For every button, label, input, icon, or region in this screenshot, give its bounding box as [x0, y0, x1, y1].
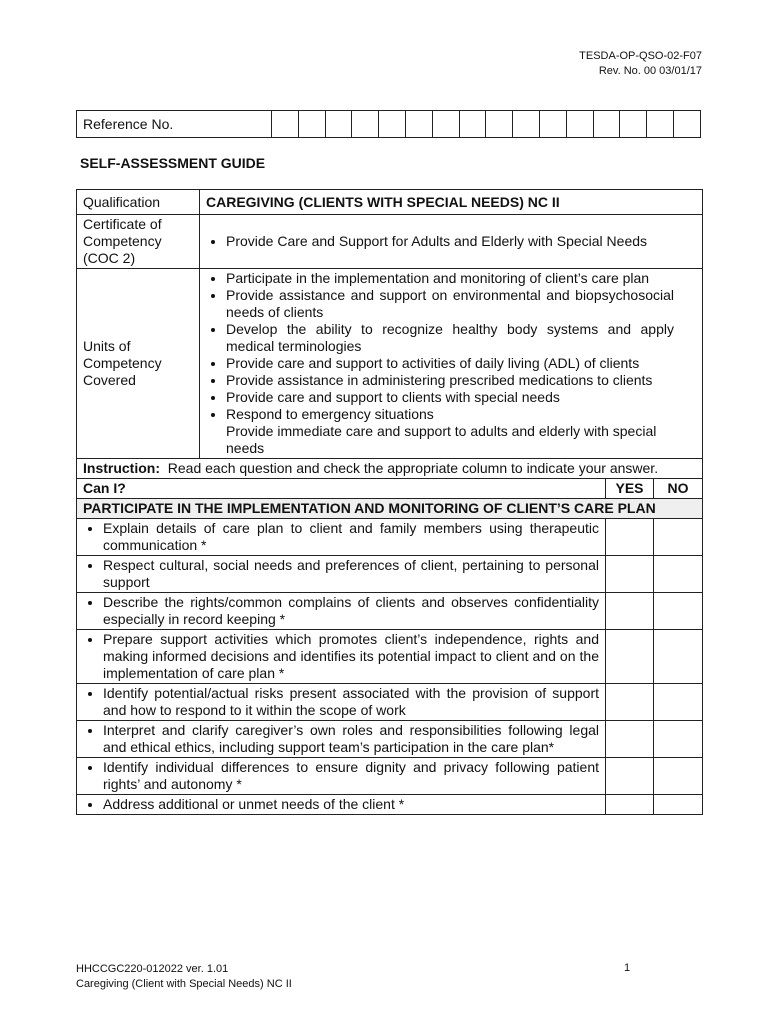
unit-item: • Respond to emergency situations [226, 406, 674, 423]
document-header [579, 49, 702, 79]
reference-box[interactable] [405, 111, 432, 138]
reference-label: Reference No. [77, 111, 272, 138]
question-text: • Explain details of care plan to client and family members using therapeutic communication * [103, 520, 599, 554]
units-cell [200, 269, 703, 459]
question-cell [77, 556, 606, 593]
no-checkbox[interactable] [654, 758, 703, 795]
coc-cell [200, 215, 703, 269]
question-row [77, 630, 703, 684]
no-checkbox[interactable] [654, 630, 703, 684]
reference-box[interactable] [272, 111, 299, 138]
can-i-header: Can I? [77, 479, 606, 499]
yes-checkbox[interactable] [606, 684, 654, 721]
no-checkbox[interactable] [654, 519, 703, 556]
yes-checkbox[interactable] [606, 721, 654, 758]
question-row [77, 795, 703, 815]
unit-item: • Provide assistance and support on environmental and biopsychosocial needs of clients [226, 287, 674, 321]
reference-box[interactable] [593, 111, 620, 138]
yes-checkbox[interactable] [606, 795, 654, 815]
coc-value: • Provide Care and Support for Adults and Elderly with Special Needs [226, 233, 696, 250]
question-row [77, 556, 703, 593]
no-checkbox[interactable] [654, 795, 703, 815]
question-cell [77, 630, 606, 684]
document-footer [76, 962, 292, 992]
unit-item: • Develop the ability to recognize healthy body systems and apply medical terminologies [226, 321, 674, 355]
coc-label: Certificate of Competency (COC 2) [77, 215, 200, 269]
instruction-label: Instruction: [83, 460, 160, 476]
column-header-row [77, 479, 703, 499]
section-title: PARTICIPATE IN THE IMPLEMENTATION AND MONITORING OF CLIENT’S CARE PLAN [77, 499, 703, 519]
coc-row [77, 215, 703, 269]
section-row [77, 499, 703, 519]
reference-box[interactable] [486, 111, 513, 138]
question-cell [77, 593, 606, 630]
question-row [77, 721, 703, 758]
qualification-value: CAREGIVING (CLIENTS WITH SPECIAL NEEDS) NC II [200, 190, 703, 215]
qualification-row [77, 190, 703, 215]
qualification-label: Qualification [77, 190, 200, 215]
question-cell [77, 795, 606, 815]
reference-box[interactable] [513, 111, 540, 138]
question-cell [77, 758, 606, 795]
reference-box[interactable] [432, 111, 459, 138]
reference-box[interactable] [352, 111, 379, 138]
yes-header: YES [606, 479, 654, 499]
reference-box[interactable] [673, 111, 700, 138]
question-cell [77, 721, 606, 758]
reference-box[interactable] [647, 111, 674, 138]
reference-box[interactable] [379, 111, 406, 138]
question-text: • Describe the rights/common complains of clients and observes confidentiality especially in record keeping * [103, 594, 599, 628]
page-number: 1 [624, 962, 631, 974]
question-row [77, 519, 703, 556]
question-text: • Identify potential/actual risks present associated with the provision of support and how to respond to it within the scope of work [103, 685, 599, 719]
reference-box[interactable] [459, 111, 486, 138]
question-text: • Address additional or unmet needs of the client * [103, 796, 599, 813]
yes-checkbox[interactable] [606, 758, 654, 795]
instruction-cell [77, 459, 703, 479]
yes-checkbox[interactable] [606, 630, 654, 684]
instruction-row [77, 459, 703, 479]
unit-item: • Provide care and support to activities of daily living (ADL) of clients [226, 355, 674, 372]
unit-extra: Provide immediate care and support to adults and elderly with special needs [226, 423, 657, 456]
unit-item: • Provide care and support to clients with special needs [226, 389, 674, 406]
no-checkbox[interactable] [654, 721, 703, 758]
no-header: NO [654, 479, 703, 499]
question-row [77, 684, 703, 721]
footer-qualification: Caregiving (Client with Special Needs) NC II [76, 978, 292, 990]
question-text: • Identify individual differences to ensure dignity and privacy following patient rights’ and autonomy * [103, 759, 599, 793]
question-cell [77, 684, 606, 721]
reference-box[interactable] [566, 111, 593, 138]
page-title: SELF-ASSESSMENT GUIDE [80, 155, 266, 171]
question-cell [77, 519, 606, 556]
instruction-text: Read each question and check the appropriate column to indicate your answer. [167, 460, 659, 476]
question-text: • Interpret and clarify caregiver’s own roles and responsibilities following legal and ethical ethics, including support team’s participation in the care plan* [103, 722, 599, 756]
reference-number-table [76, 110, 701, 138]
form-code: TESDA-OP-QSO-02-F07 [579, 50, 702, 62]
footer-version: HHCCGC220-012022 ver. 1.01 [76, 963, 229, 975]
yes-checkbox[interactable] [606, 556, 654, 593]
question-row [77, 758, 703, 795]
self-assessment-table [76, 189, 703, 815]
reference-box[interactable] [325, 111, 352, 138]
units-label: Units of Competency Covered [77, 269, 200, 459]
no-checkbox[interactable] [654, 556, 703, 593]
yes-checkbox[interactable] [606, 519, 654, 556]
reference-box[interactable] [298, 111, 325, 138]
unit-item: • Provide assistance in administering prescribed medications to clients [226, 372, 674, 389]
reference-box[interactable] [620, 111, 647, 138]
question-text: • Respect cultural, social needs and preferences of client, pertaining to personal support [103, 557, 599, 591]
units-row [77, 269, 703, 459]
no-checkbox[interactable] [654, 593, 703, 630]
no-checkbox[interactable] [654, 684, 703, 721]
question-row [77, 593, 703, 630]
question-text: • Prepare support activities which promotes client’s independence, rights and making informed decisions and identifies its potential impact to client and on the implementation of care plan * [103, 631, 599, 682]
reference-box[interactable] [539, 111, 566, 138]
yes-checkbox[interactable] [606, 593, 654, 630]
unit-item: • Participate in the implementation and monitoring of client’s care plan [226, 270, 674, 287]
revision-number: Rev. No. 00 03/01/17 [598, 65, 702, 77]
